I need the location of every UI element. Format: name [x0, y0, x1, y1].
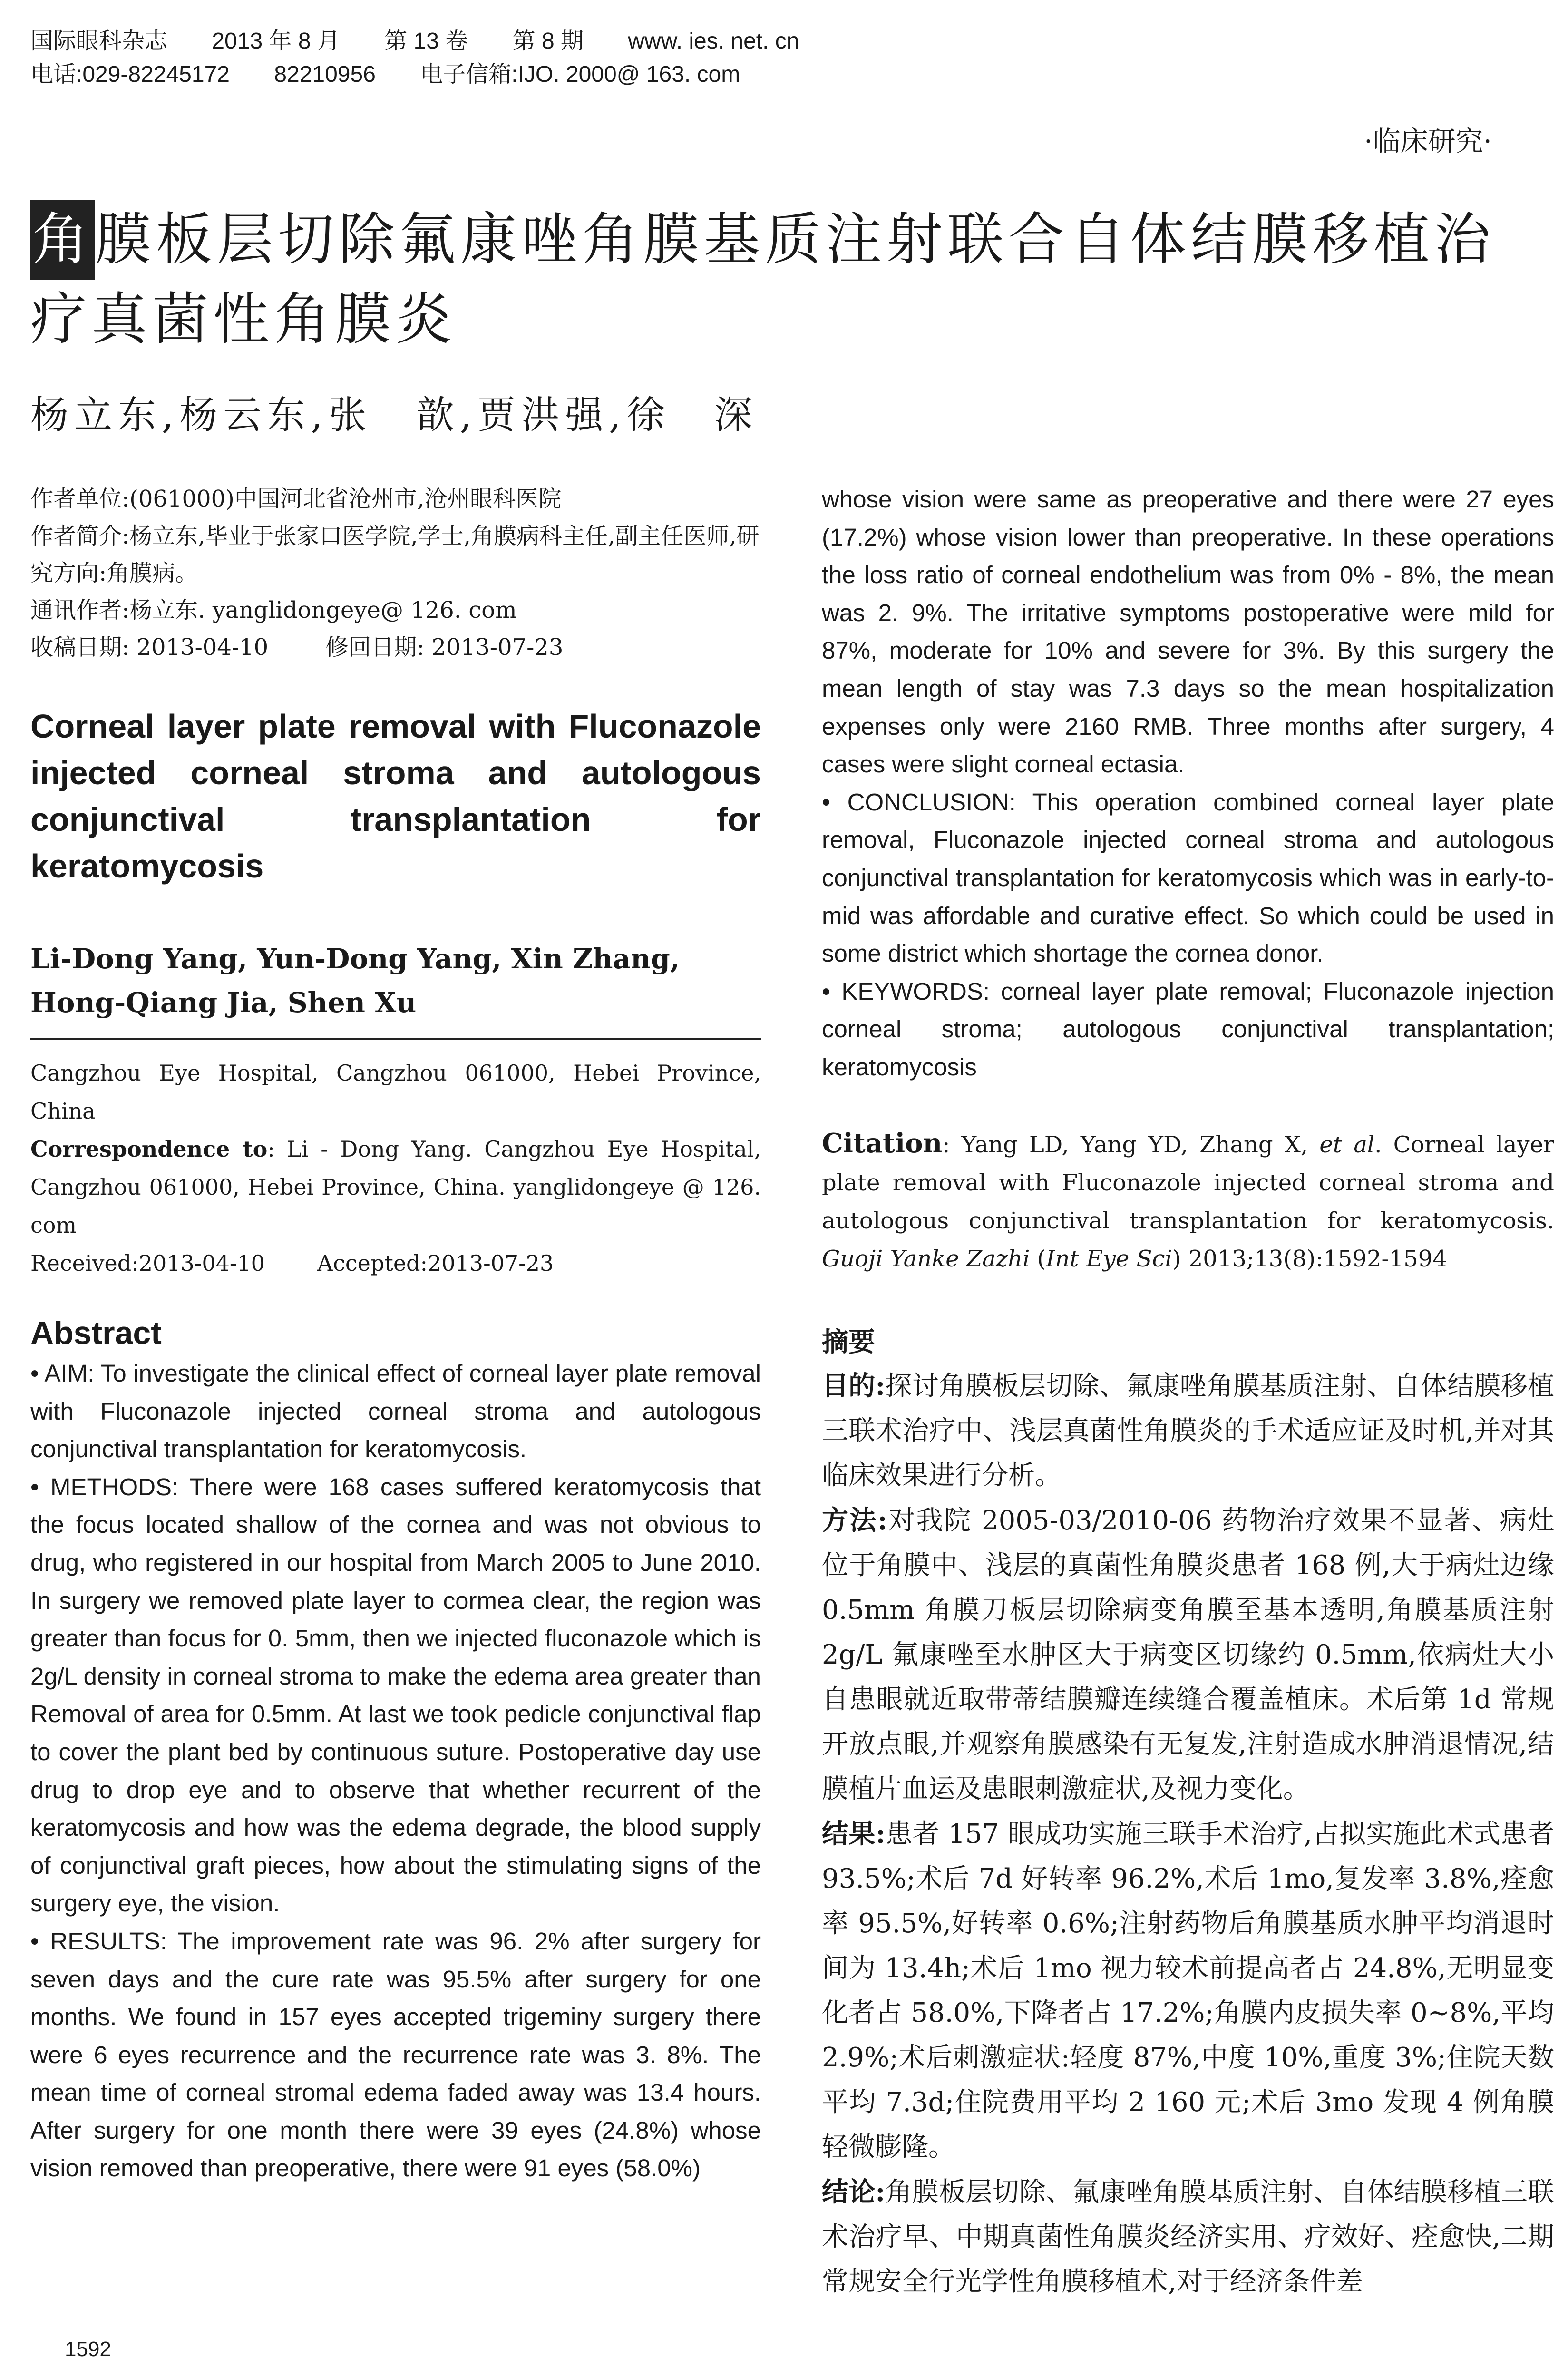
divider — [30, 1038, 761, 1040]
journal-header — [30, 25, 1315, 91]
received-date-cn: 收稿日期: 2013-04-10 — [30, 634, 269, 661]
accepted-date: Accepted:2013-07-23 — [317, 1250, 554, 1276]
dates-cn — [30, 629, 761, 666]
affiliation: Cangzhou Eye Hospital, Cangzhou 061000, Hebei Province, China — [30, 1060, 761, 1124]
received-date: Received:2013-04-10 — [30, 1250, 265, 1276]
citation-label: Citation — [822, 1127, 943, 1159]
page-number: 1592 — [65, 2338, 111, 2361]
correspondence-text: : Li - Dong Yang. Cangzhou Eye Hospital, Cangzhou 061000, Hebei Province, China. yanglidongeye @ 126. com — [30, 1136, 761, 1238]
corresponding-author: 通讯作者:杨立东. yanglidongeye@ 126. com — [30, 597, 517, 623]
title-rest: 膜板层切除氟康唑角膜基质注射联合自体结膜移植治疗真菌性角膜炎 — [30, 208, 1496, 351]
journal-header-line-1 — [30, 25, 1315, 58]
english-title: Corneal layer plate removal with Fluconazole injected corneal stroma and autologous conjunctival transplantation for keratomycosis — [30, 708, 761, 885]
cn-methods-text: 对我院 2005-03/2010-06 药物治疗效果不显著、病灶位于角膜中、浅层的真菌性角膜炎患者 168 例,大于病灶边缘 0.5mm 角膜刀板层切除病变角膜至基本透明,角膜基质注射 2g/L 氟康唑至水肿区大于病变区切缘约 0.5mm,依病灶大小自患眼就近取带蒂结膜瓣连续缝合覆盖植床。术后第 1d 常规开放点眼,并观察角膜感染有无复发,注射造成水肿消退情况,结膜植片血运及患眼刺激症状,及视力变化。 — [822, 1505, 1555, 1804]
cn-results-label: 结果: — [822, 1818, 886, 1850]
page-title — [30, 200, 1552, 360]
citation-text-3: ( — [1030, 1245, 1046, 1272]
authors-cn: 杨立东,杨云东,张 歆,贾洪强,徐 深 — [30, 393, 758, 437]
cn-methods-label: 方法: — [822, 1504, 887, 1536]
section-label: ·临床研究· — [1364, 125, 1492, 157]
cn-abstract-conclusion — [822, 2170, 1554, 2304]
right-column — [822, 480, 1554, 2304]
abstract-results-continued: whose vision were same as preoperative and there were 27 eyes (17.2%) whose vision lower than preoperative. In these operations the loss ratio of corneal endothelium was from 0% - 8%, the mean was 2. 9%. The irritative symptoms postoperative were mild for 87%, moderate for 10% and severe for 3%. By this surgery the mean length of stay was 7.3 days so the mean hospitalization expenses only were 2160 RMB. Three months after surgery, 4 cases were slight corneal ectasia. — [822, 486, 1554, 778]
abstract-methods — [30, 1468, 761, 1922]
citation-journal: Guoji Yanke Zazhi — [822, 1245, 1030, 1272]
cn-abstract-aim — [822, 1364, 1554, 1498]
issue-number: 第 8 期 — [512, 29, 584, 54]
citation-text-4: ) 2013;13(8):1592-1594 — [1172, 1245, 1447, 1272]
citation-text-1: : Yang LD, Yang YD, Zhang X, — [942, 1131, 1320, 1158]
results-text-left: The improvement rate was 96. 2% after surgery for seven days and the cure rate was 95.5% after surgery for one months. We found in 157 eyes accepted trigeminy surgery there were 6 eyes recurrence and the recurrence rate was 3. 8%. The mean time of corneal stromal edema faded away was 13.4 hours. After surgery for one month there were 39 eyes (24.8%) whose vision removed than preoperative, there were 91 eyes (58.0%) — [30, 1927, 761, 2182]
english-authors: Li-Dong Yang, Yun-Dong Yang, Xin Zhang, Hong-Qiang Jia, Shen Xu — [30, 943, 680, 1019]
author-bio: 作者简介:杨立东,毕业于张家口医学院,学士,角膜病科主任,副主任医师,研究方向:角膜病。 — [30, 523, 760, 586]
abstract-conclusion — [822, 783, 1554, 973]
aim-label: • AIM: — [30, 1360, 95, 1387]
left-column — [30, 480, 761, 2187]
cn-abstract-methods — [822, 1498, 1554, 1812]
results-label: • RESULTS: — [30, 1927, 167, 1955]
author-unit: 作者单位:(061000)中国河北省沧州市,沧州眼科医院 — [30, 486, 562, 512]
revised-date-cn: 修回日期: 2013-07-23 — [325, 634, 564, 661]
methods-text: There were 168 cases suffered keratomycosis that the focus located shallow of the cornea and was not obvious to drug, who registered in our hospital from March 2005 to June 2010. In surgery we removed plate layer to cormea clear, the region was greater than focus for 0. 5mm, then we injected fluconazole which is 2g/L density in corneal stroma to make the edema area greater than Removal of area for 0.5mm. At last we took pedicle conjunctival flap to cover the plant bed by continuous suture. Postoperative day use drug to drop eye and to observe that whether recurrent of the keratomycosis and how was the edema degrade, the blood supply of conjunctival graft pieces, how about the stimulating signs of the surgery eye, the vision. — [30, 1473, 761, 1917]
correspondence-label: Correspondence to — [30, 1136, 268, 1162]
abstract-heading: Abstract — [30, 1315, 162, 1351]
citation-text-2: . Corneal layer plate removal with Fluconazole injected corneal stroma and autologous conjunctival transplantation for keratomycosis. — [822, 1131, 1555, 1234]
cn-conclusion-label: 结论: — [822, 2176, 886, 2208]
cn-aim-label: 目的: — [822, 1370, 886, 1402]
keywords-text: corneal layer plate removal; Fluconazole injection corneal stroma; autologous conjunctival transplantation; keratomycosis — [822, 977, 1554, 1081]
english-dates — [30, 1244, 761, 1282]
keywords-label: • KEYWORDS: — [822, 977, 990, 1005]
email: 电子信箱:IJO. 2000@ 163. com — [420, 62, 740, 87]
author-info-cn — [30, 480, 761, 666]
journal-name: 国际眼科杂志 — [30, 29, 168, 54]
cn-conclusion-text: 角膜板层切除、氟康唑角膜基质注射、自体结膜移植三联术治疗早、中期真菌性角膜炎经济实用、疗效好、痊愈快,二期常规安全行光学性角膜移植术,对于经济条件差 — [822, 2176, 1555, 2297]
abstract-results — [30, 1922, 761, 2187]
conclusion-text: This operation combined corneal layer plate removal, Fluconazole injected corneal stroma and autologous conjunctival transplantation for keratomycosis which was in early-to-mid was affordable and curative effect. So which could be used in some district which shortage the cornea donor. — [822, 788, 1554, 967]
abstract-aim — [30, 1354, 761, 1468]
methods-label: • METHODS: — [30, 1473, 179, 1500]
aim-text: To investigate the clinical effect of corneal layer plate removal with Fluconazole injected corneal stroma and autologous conjunctival transplantation for keratomycosis. — [30, 1360, 761, 1463]
abstract-keywords — [822, 973, 1554, 1086]
cn-results-text: 患者 157 眼成功实施三联手术治疗,占拟实施此术式患者 93.5%;术后 7d 好转率 96.2%,术后 1mo,复发率 3.8%,痊愈率 95.5%,好转率 0.6%;注射药物后角膜基质水肿平均消退时间为 13.4h;术后 1mo 视力较术前提高者占 24.8%,无明显变化者占 58.0%,下降者占 17.2%;角膜内皮损失率 0~8%,平均 2.9%;术后刺激症状:轻度 87%,中度 10%,重度 3%;住院天数平均 7.3d;住院费用平均 2 160 元;术后 3mo 发现 4 例角膜轻微膨隆。 — [822, 1818, 1555, 2163]
citation-journal-abbr: Int Eye Sci — [1046, 1245, 1172, 1272]
english-affiliation — [30, 1054, 761, 1282]
volume: 第 13 卷 — [384, 29, 468, 54]
citation-etal: et al — [1319, 1131, 1375, 1158]
journal-header-line-2 — [30, 58, 1315, 91]
correspondence — [30, 1130, 761, 1244]
cn-abstract-heading: 摘要 — [822, 1326, 875, 1357]
phone: 电话:029-82245172 — [30, 62, 230, 87]
journal-website: www. ies. net. cn — [628, 29, 799, 54]
issue-date: 2013 年 8 月 — [212, 29, 340, 54]
title-first-char: 角 — [30, 200, 95, 280]
citation — [822, 1124, 1554, 1278]
cn-aim-text: 探讨角膜板层切除、氟康唑角膜基质注射、自体结膜移植三联术治疗中、浅层真菌性角膜炎的手术适应证及时机,并对其临床效果进行分析。 — [822, 1370, 1555, 1491]
conclusion-label: • CONCLUSION: — [822, 788, 1016, 816]
cn-abstract-results — [822, 1812, 1554, 2170]
phone-2: 82210956 — [274, 62, 376, 87]
